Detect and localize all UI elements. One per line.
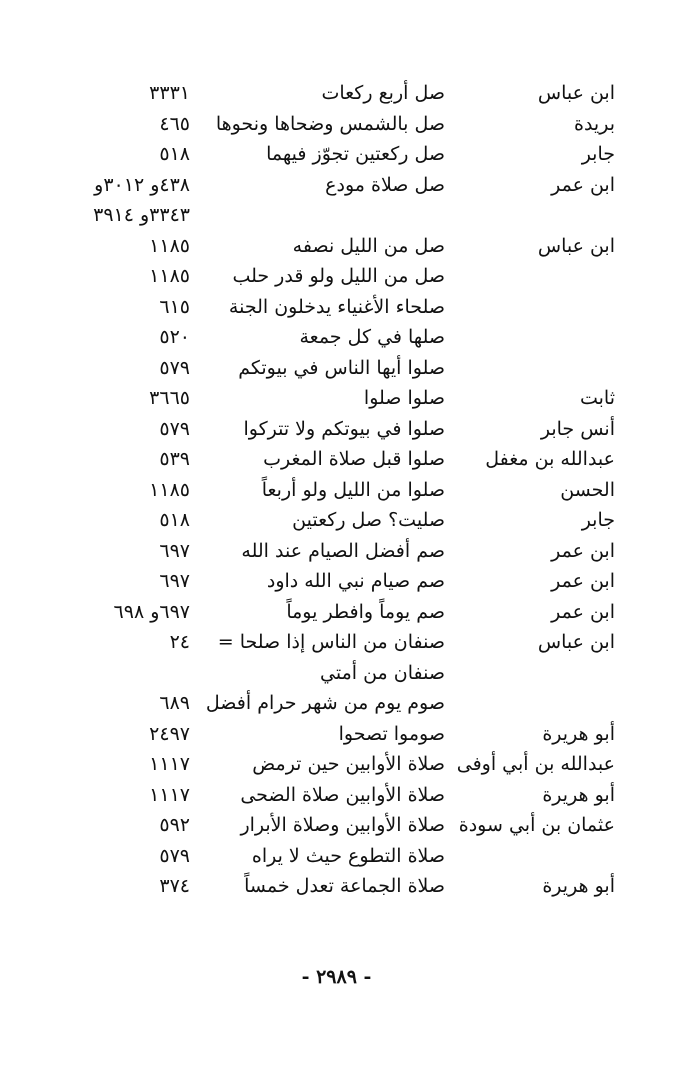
reference-number: ١١٨٥	[149, 234, 190, 257]
hadith-text: صم صيام نبي الله داود	[266, 570, 445, 592]
reference-number: ٣٣٣١	[149, 82, 190, 104]
hadith-text: صلوا من الليل ولو أربعاً	[261, 478, 445, 501]
hadith-text: صلوا قبل صلاة المغرب	[263, 448, 445, 470]
page-number: - ٢٩٨٩ -	[301, 966, 372, 988]
reference-number: ٥٣٩	[159, 448, 190, 470]
index-row	[55, 231, 615, 262]
reference-number: ٣٣٤٣و ٣٩١٤	[93, 204, 190, 226]
hadith-text: صوم يوم من شهر حرام أفضل	[205, 692, 445, 714]
hadith-text: صل صلاة مودع	[325, 173, 445, 196]
hadith-text: صليت؟ صل ركعتين	[292, 509, 445, 531]
index-row	[55, 688, 615, 719]
narrator-name: بريدة	[574, 112, 615, 135]
narrator-name: عبدالله بن مغفل	[485, 448, 615, 470]
hadith-text: صلوا صلوا	[363, 387, 445, 409]
hadith-text: صلحاء الأغنياء يدخلون الجنة	[228, 295, 445, 318]
index-row	[55, 597, 615, 628]
hadith-text: صلوا في بيوتكم ولا تتركوا	[243, 417, 445, 440]
reference-number: ٦٩٧	[159, 570, 190, 592]
reference-number: ٥١٨	[159, 143, 190, 165]
index-row	[55, 505, 615, 536]
reference-number: ١١٨٥	[149, 265, 190, 287]
reference-number: ٥٢٠	[159, 326, 190, 348]
hadith-text: صلاة الأوابين وصلاة الأبرار	[240, 814, 445, 836]
hadith-text: صلاة الأوابين صلاة الضحى	[240, 783, 445, 806]
index-row	[55, 139, 615, 170]
hadith-text: صلاة الأوابين حين ترمض	[252, 753, 445, 775]
narrator-name: ابن عمر	[551, 570, 615, 592]
narrator-name: ابن عمر	[551, 600, 615, 623]
hadith-text: صنفان من الناس إذا صلحا =	[217, 631, 445, 653]
reference-number: ٢٤	[169, 631, 190, 653]
narrator-name: ابن عمر	[551, 539, 615, 562]
reference-number: ٢٤٩٧	[149, 722, 190, 745]
reference-number: ١١١٧	[149, 783, 190, 806]
index-row	[55, 475, 615, 506]
index-row	[55, 353, 615, 384]
narrator-name: الحسن	[560, 478, 615, 501]
index-row	[55, 322, 615, 353]
reference-number: ٥٧٩	[159, 844, 190, 867]
index-row	[55, 383, 615, 414]
index-row	[55, 292, 615, 323]
hadith-text: صلاة التطوع حيث لا يراه	[251, 844, 445, 867]
index-row	[55, 658, 615, 689]
index-row	[55, 200, 615, 231]
reference-number: ٥٧٩	[159, 417, 190, 440]
narrator-name: ابن عباس	[537, 631, 615, 653]
index-row	[55, 261, 615, 292]
reference-number: ١١٨٥	[149, 478, 190, 501]
hadith-text: صل ركعتين تجوّز فيهما	[266, 143, 445, 165]
hadith-text: صل من الليل نصفه	[292, 234, 445, 257]
index-row	[55, 78, 615, 109]
narrator-name: ابن عباس	[537, 234, 615, 257]
index-row	[55, 780, 615, 811]
hadith-text: صل بالشمس وضحاها ونحوها	[215, 112, 445, 135]
index-row	[55, 749, 615, 780]
narrator-name: عثمان بن أبي سودة	[458, 814, 615, 836]
hadith-text: صل من الليل ولو قدر حلب	[232, 265, 445, 287]
hadith-text: صوموا تصحوا	[338, 722, 445, 745]
hadith-text: صل أربع ركعات	[321, 82, 445, 104]
hadith-text: صلها في كل جمعة	[299, 326, 445, 348]
narrator-name: أبو هريرة	[542, 783, 615, 806]
reference-number: ٣٦٦٥	[149, 387, 190, 409]
narrator-name: جابر	[581, 509, 615, 531]
reference-number: ٦٨٩	[159, 692, 190, 714]
index-row	[55, 810, 615, 841]
index-row	[55, 566, 615, 597]
hadith-text: صم يوماً وافطر يوماً	[286, 600, 445, 623]
index-row	[55, 627, 615, 658]
reference-number: ٥٩٢	[159, 814, 190, 836]
index-row	[55, 719, 615, 750]
hadith-index	[55, 78, 615, 902]
index-row	[55, 170, 615, 201]
reference-number: ٦١٥	[159, 295, 190, 318]
hadith-text: صلوا أيها الناس في بيوتكم	[238, 356, 445, 379]
reference-number: ٣٧٤	[159, 875, 190, 897]
index-row	[55, 841, 615, 872]
reference-number: ٤٦٥	[159, 112, 190, 135]
narrator-name: أبو هريرة	[542, 875, 615, 897]
reference-number: ٥١٨	[159, 509, 190, 531]
narrator-name: جابر	[581, 143, 615, 165]
hadith-text: صم أفضل الصيام عند الله	[241, 539, 445, 562]
narrator-name: أبو هريرة	[542, 722, 615, 745]
narrator-name: أنس جابر	[540, 417, 615, 440]
reference-number: ٦٩٧	[159, 539, 190, 562]
index-row	[55, 871, 615, 902]
narrator-name: ابن عباس	[537, 82, 615, 104]
reference-number: ٥٧٩	[159, 356, 190, 379]
index-row	[55, 109, 615, 140]
hadith-text: صنفان من أمتي	[320, 661, 445, 684]
narrator-name: ابن عمر	[551, 173, 615, 196]
reference-number: ٦٩٧و ٦٩٨	[113, 600, 190, 623]
narrator-name: ثابت	[579, 387, 615, 409]
reference-number: ٤٣٨و ٣٠١٢و	[94, 173, 190, 196]
index-row	[55, 414, 615, 445]
index-row	[55, 444, 615, 475]
narrator-name: عبدالله بن أبي أوفى	[456, 753, 615, 775]
index-row	[55, 536, 615, 567]
reference-number: ١١١٧	[149, 753, 190, 775]
hadith-text: صلاة الجماعة تعدل خمساً	[244, 875, 445, 897]
